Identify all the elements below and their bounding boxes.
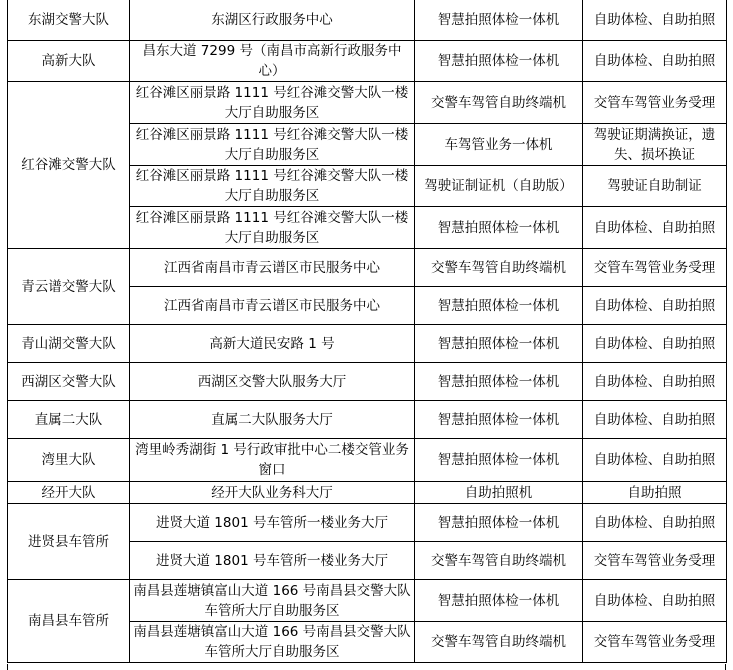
device-cell: 智慧拍照体检一体机 [415,504,583,542]
service-cell: 自助拍照 [583,482,727,504]
service-cell: 自助体检、自助拍照 [583,325,727,363]
service-cell: 自助体检、自助拍照 [583,504,727,542]
service-cell: 驾驶证期满换证，遗失、损坏换证 [583,124,727,166]
service-cell: 驾驶证自助制证 [583,166,727,207]
device-cell: 车驾管业务一体机 [415,124,583,166]
table-row [8,249,727,287]
address-cell: 东湖区行政服务中心 [130,0,415,41]
address-cell: 红谷滩区丽景路 1111 号红谷滩交警大队一楼大厅自助服务区 [130,124,415,166]
service-cell: 自助体检、自助拍照 [583,0,727,41]
service-cell: 交管车驾管业务受理 [583,82,727,124]
device-cell: 交警车驾管自助终端机 [415,622,583,663]
address-cell: 湾里岭秀湖街 1 号行政审批中心二楼交管业务窗口 [130,439,415,482]
address-cell: 西湖区交警大队服务大厅 [130,363,415,401]
unit-cell: 红谷滩交警大队 [8,82,130,249]
table-continuation [7,664,726,670]
address-cell: 红谷滩区丽景路 1111 号红谷滩交警大队一楼大厅自助服务区 [130,82,415,124]
device-cell: 智慧拍照体检一体机 [415,287,583,325]
device-cell: 智慧拍照体检一体机 [415,325,583,363]
service-cell: 自助体检、自助拍照 [583,401,727,439]
service-cell: 自助体检、自助拍照 [583,580,727,622]
service-cell: 自助体检、自助拍照 [583,41,727,82]
unit-cell: 高新大队 [8,41,130,82]
device-cell: 智慧拍照体检一体机 [415,0,583,41]
address-cell: 红谷滩区丽景路 1111 号红谷滩交警大队一楼大厅自助服务区 [130,166,415,207]
device-cell: 智慧拍照体检一体机 [415,363,583,401]
table-row [8,325,727,363]
device-cell: 驾驶证制证机（自助版） [415,166,583,207]
table-row [8,82,727,124]
device-cell: 智慧拍照体检一体机 [415,439,583,482]
unit-cell: 青云谱交警大队 [8,249,130,325]
unit-cell: 东湖交警大队 [8,0,130,41]
address-cell: 经开大队业务科大厅 [130,482,415,504]
device-cell: 交警车驾管自助终端机 [415,82,583,124]
device-cell: 自助拍照机 [415,482,583,504]
device-cell: 智慧拍照体检一体机 [415,207,583,249]
table-row [8,363,727,401]
table-row [8,580,727,622]
address-cell: 南昌县莲塘镇富山大道 166 号南昌县交警大队车管所大厅自助服务区 [130,622,415,663]
device-cell: 智慧拍照体检一体机 [415,41,583,82]
service-points-table [7,0,727,663]
unit-cell: 西湖区交警大队 [8,363,130,401]
table-row [8,439,727,482]
service-cell: 交管车驾管业务受理 [583,622,727,663]
address-cell: 南昌县莲塘镇富山大道 166 号南昌县交警大队车管所大厅自助服务区 [130,580,415,622]
table-row [8,41,727,82]
address-cell: 红谷滩区丽景路 1111 号红谷滩交警大队一楼大厅自助服务区 [130,207,415,249]
table-row [8,401,727,439]
address-cell: 进贤大道 1801 号车管所一楼业务大厅 [130,504,415,542]
device-cell: 智慧拍照体检一体机 [415,401,583,439]
service-cell: 交管车驾管业务受理 [583,249,727,287]
service-cell: 自助体检、自助拍照 [583,439,727,482]
address-cell: 昌东大道 7299 号（南昌市高新行政服务中心） [130,41,415,82]
table-row [8,504,727,542]
unit-cell: 青山湖交警大队 [8,325,130,363]
service-cell: 自助体检、自助拍照 [583,207,727,249]
unit-cell: 进贤县车管所 [8,504,130,580]
address-cell: 高新大道民安路 1 号 [130,325,415,363]
device-cell: 智慧拍照体检一体机 [415,580,583,622]
address-cell: 直属二大队服务大厅 [130,401,415,439]
unit-cell: 湾里大队 [8,439,130,482]
device-cell: 交警车驾管自助终端机 [415,542,583,580]
service-cell: 自助体检、自助拍照 [583,363,727,401]
unit-cell: 经开大队 [8,482,130,504]
device-cell: 交警车驾管自助终端机 [415,249,583,287]
unit-cell: 南昌县车管所 [8,580,130,663]
service-cell: 交管车驾管业务受理 [583,542,727,580]
address-cell: 进贤大道 1801 号车管所一楼业务大厅 [130,542,415,580]
address-cell: 江西省南昌市青云谱区市民服务中心 [130,287,415,325]
unit-cell: 直属二大队 [8,401,130,439]
table-row [8,482,727,504]
service-cell: 自助体检、自助拍照 [583,287,727,325]
address-cell: 江西省南昌市青云谱区市民服务中心 [130,249,415,287]
table-row [8,0,727,41]
